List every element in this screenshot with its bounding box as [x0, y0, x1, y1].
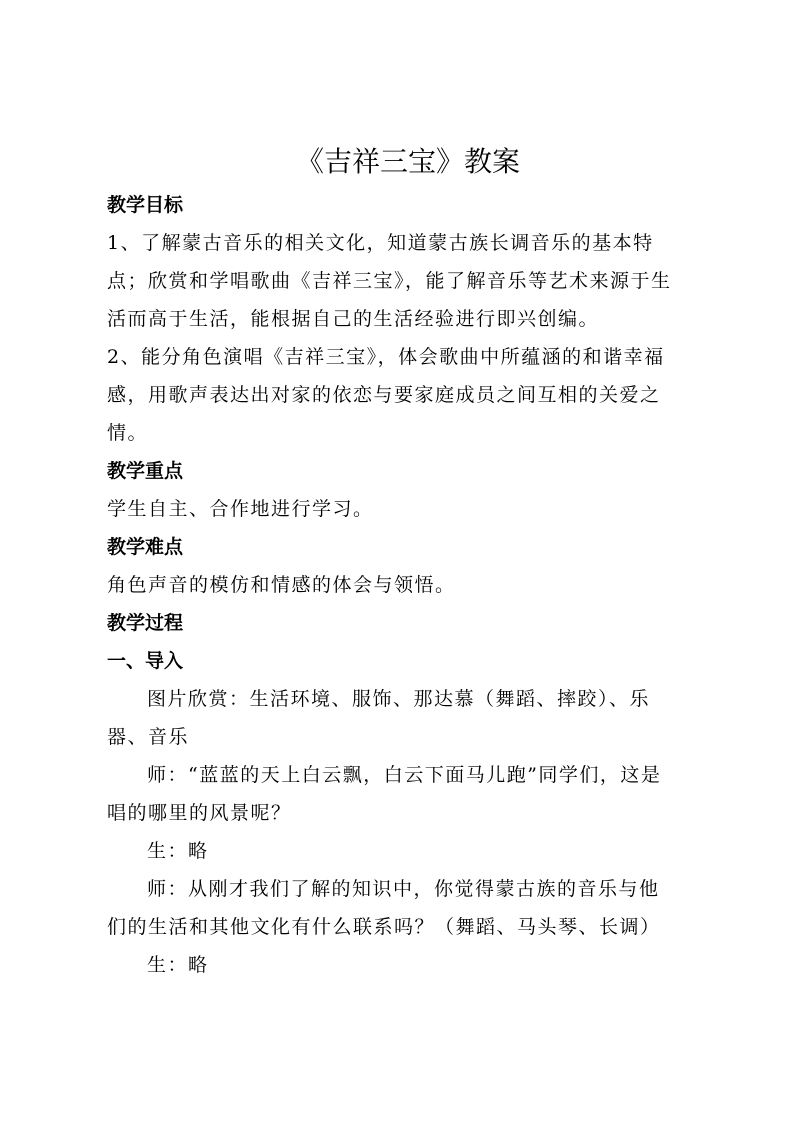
key-text: 学生自主、合作地进行学习。 — [107, 498, 374, 520]
paragraph-3: 生：略 — [147, 840, 209, 862]
paragraph-5: 生：略 — [147, 954, 209, 976]
objective-1: 1、了解蒙古音乐的相关文化，知道蒙古族长调音乐的基本特点；欣赏和学唱歌曲《吉祥三宝》，能了解音乐等艺术来源于生活而高于生活，能根据自己的生活经验进行即兴创编。 — [107, 232, 672, 330]
key-heading: 教学重点 — [107, 460, 184, 482]
objective-2: 2、能分角色演唱《吉祥三宝》，体会歌曲中所蕴涵的和谐幸福感，用歌声表达出对家的依恋与要家庭成员之间互相的关爱之情。 — [107, 346, 665, 444]
difficulty-text: 角色声音的模仿和情感的体会与领悟。 — [107, 574, 456, 596]
objectives-heading: 教学目标 — [107, 194, 184, 216]
document-page — [107, 138, 679, 984]
document-title: 《吉祥三宝》教案 — [295, 145, 520, 178]
paragraph-2: 师：“蓝蓝的天上白云飘，白云下面马儿跑”同学们，这是唱的哪里的风景呢？ — [107, 764, 662, 824]
difficulty-heading: 教学难点 — [107, 536, 184, 558]
paragraph-4: 师：从刚才我们了解的知识中，你觉得蒙古族的音乐与他们的生活和其他文化有什么联系吗？（舞蹈、马头琴、长调） — [107, 878, 661, 938]
process-heading: 教学过程 — [107, 612, 184, 634]
section-1-heading: 一、导入 — [107, 650, 184, 672]
paragraph-1: 图片欣赏：生活环境、服饰、那达慕（舞蹈、摔跤）、乐器、音乐 — [107, 688, 651, 748]
